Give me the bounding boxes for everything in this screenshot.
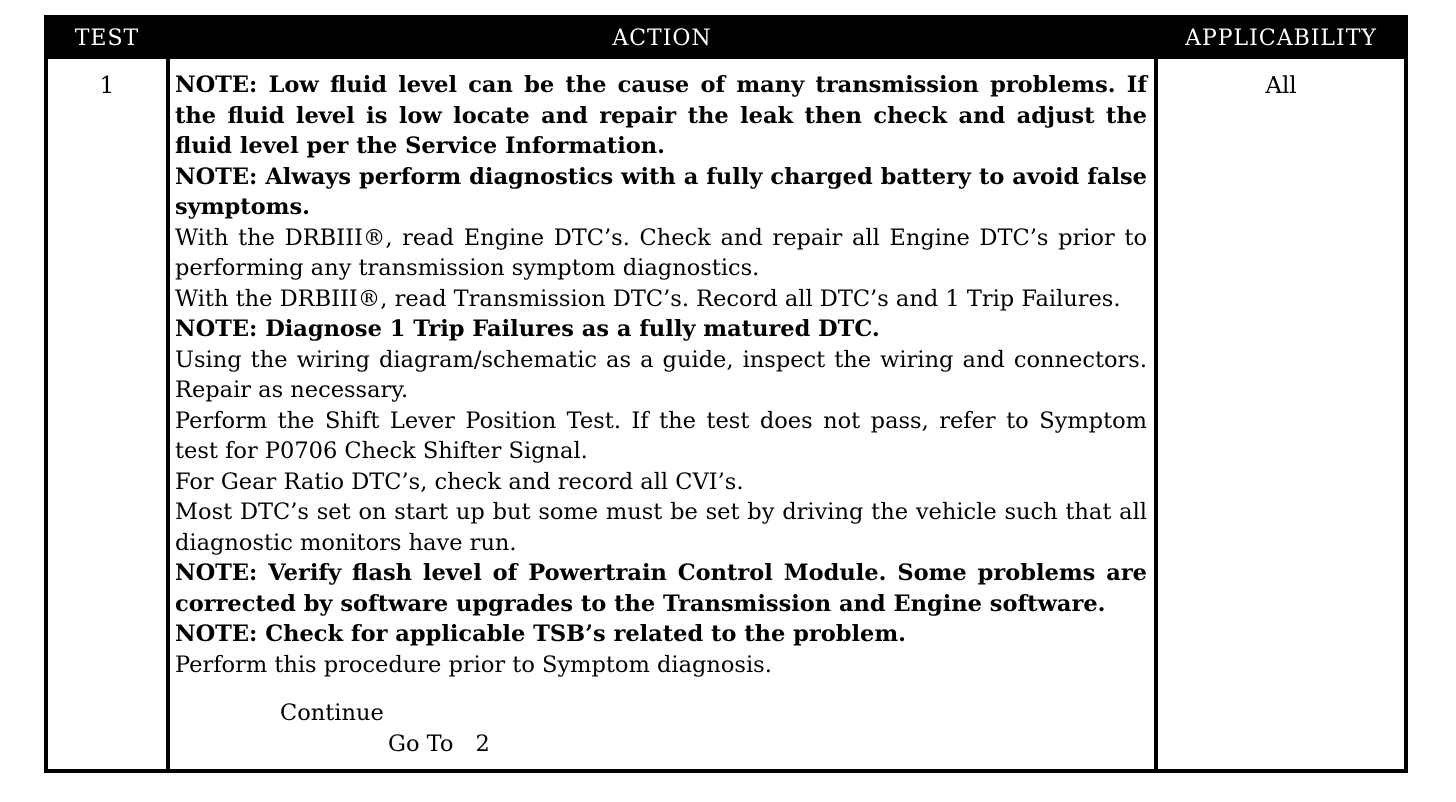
- header-applicability: APPLICABILITY: [1185, 26, 1377, 51]
- action-paragraph: Using the wiring diagram/schematic as a guide, inspect the wiring and connectors. Repair as necessary.: [175, 346, 1147, 403]
- action-paragraph: NOTE: Always perform diagnostics with a fully charged battery to avoid false symptoms.: [175, 163, 1147, 220]
- test-number-cell: 1: [99, 73, 115, 99]
- action-cell: [175, 70, 1147, 680]
- header-action: ACTION: [612, 26, 712, 51]
- result-continue-label: Continue: [280, 700, 384, 726]
- goto-label: Go To: [388, 731, 454, 757]
- applicability-cell: All: [1265, 73, 1297, 99]
- column-divider-action-applicability: [1154, 59, 1158, 769]
- column-divider-test-action: [166, 59, 170, 769]
- action-paragraph: Most DTC’s set on start up but some must be set by driving the vehicle such that all diagnostic monitors have run.: [175, 499, 1147, 556]
- action-paragraph: NOTE: Check for applicable TSB’s related to the problem.: [175, 621, 906, 647]
- action-paragraph: Perform this procedure prior to Symptom diagnosis.: [175, 651, 772, 678]
- action-paragraph: NOTE: Verify flash level of Powertrain Control Module. Some problems are corrected by software upgrades to the Transmission and Engine software.: [175, 560, 1147, 617]
- diagnostic-test-table: [44, 15, 1408, 773]
- action-paragraph: NOTE: Low fluid level can be the cause of many transmission problems. If the fluid level is low locate and repair the leak then check and adjust the fluid level per the Service Information.: [175, 72, 1147, 159]
- action-paragraph: NOTE: Diagnose 1 Trip Failures as a fully matured DTC.: [175, 316, 880, 342]
- action-paragraph: For Gear Ratio DTC’s, check and record all CVI’s.: [175, 468, 744, 495]
- table-header: [48, 19, 1404, 59]
- goto-target-number: 2: [475, 731, 490, 757]
- header-test: TEST: [74, 26, 140, 51]
- action-paragraph: Perform the Shift Lever Position Test. If the test does not pass, refer to Symptom test for P0706 Check Shifter Signal.: [175, 407, 1147, 464]
- action-paragraph: With the DRBIII®, read Engine DTC’s. Check and repair all Engine DTC’s prior to performing any transmission symptom diagnostics.: [175, 224, 1147, 281]
- goto-instruction: [388, 731, 490, 757]
- action-paragraph: With the DRBIII®, read Transmission DTC’s. Record all DTC’s and 1 Trip Failures.: [175, 285, 1121, 312]
